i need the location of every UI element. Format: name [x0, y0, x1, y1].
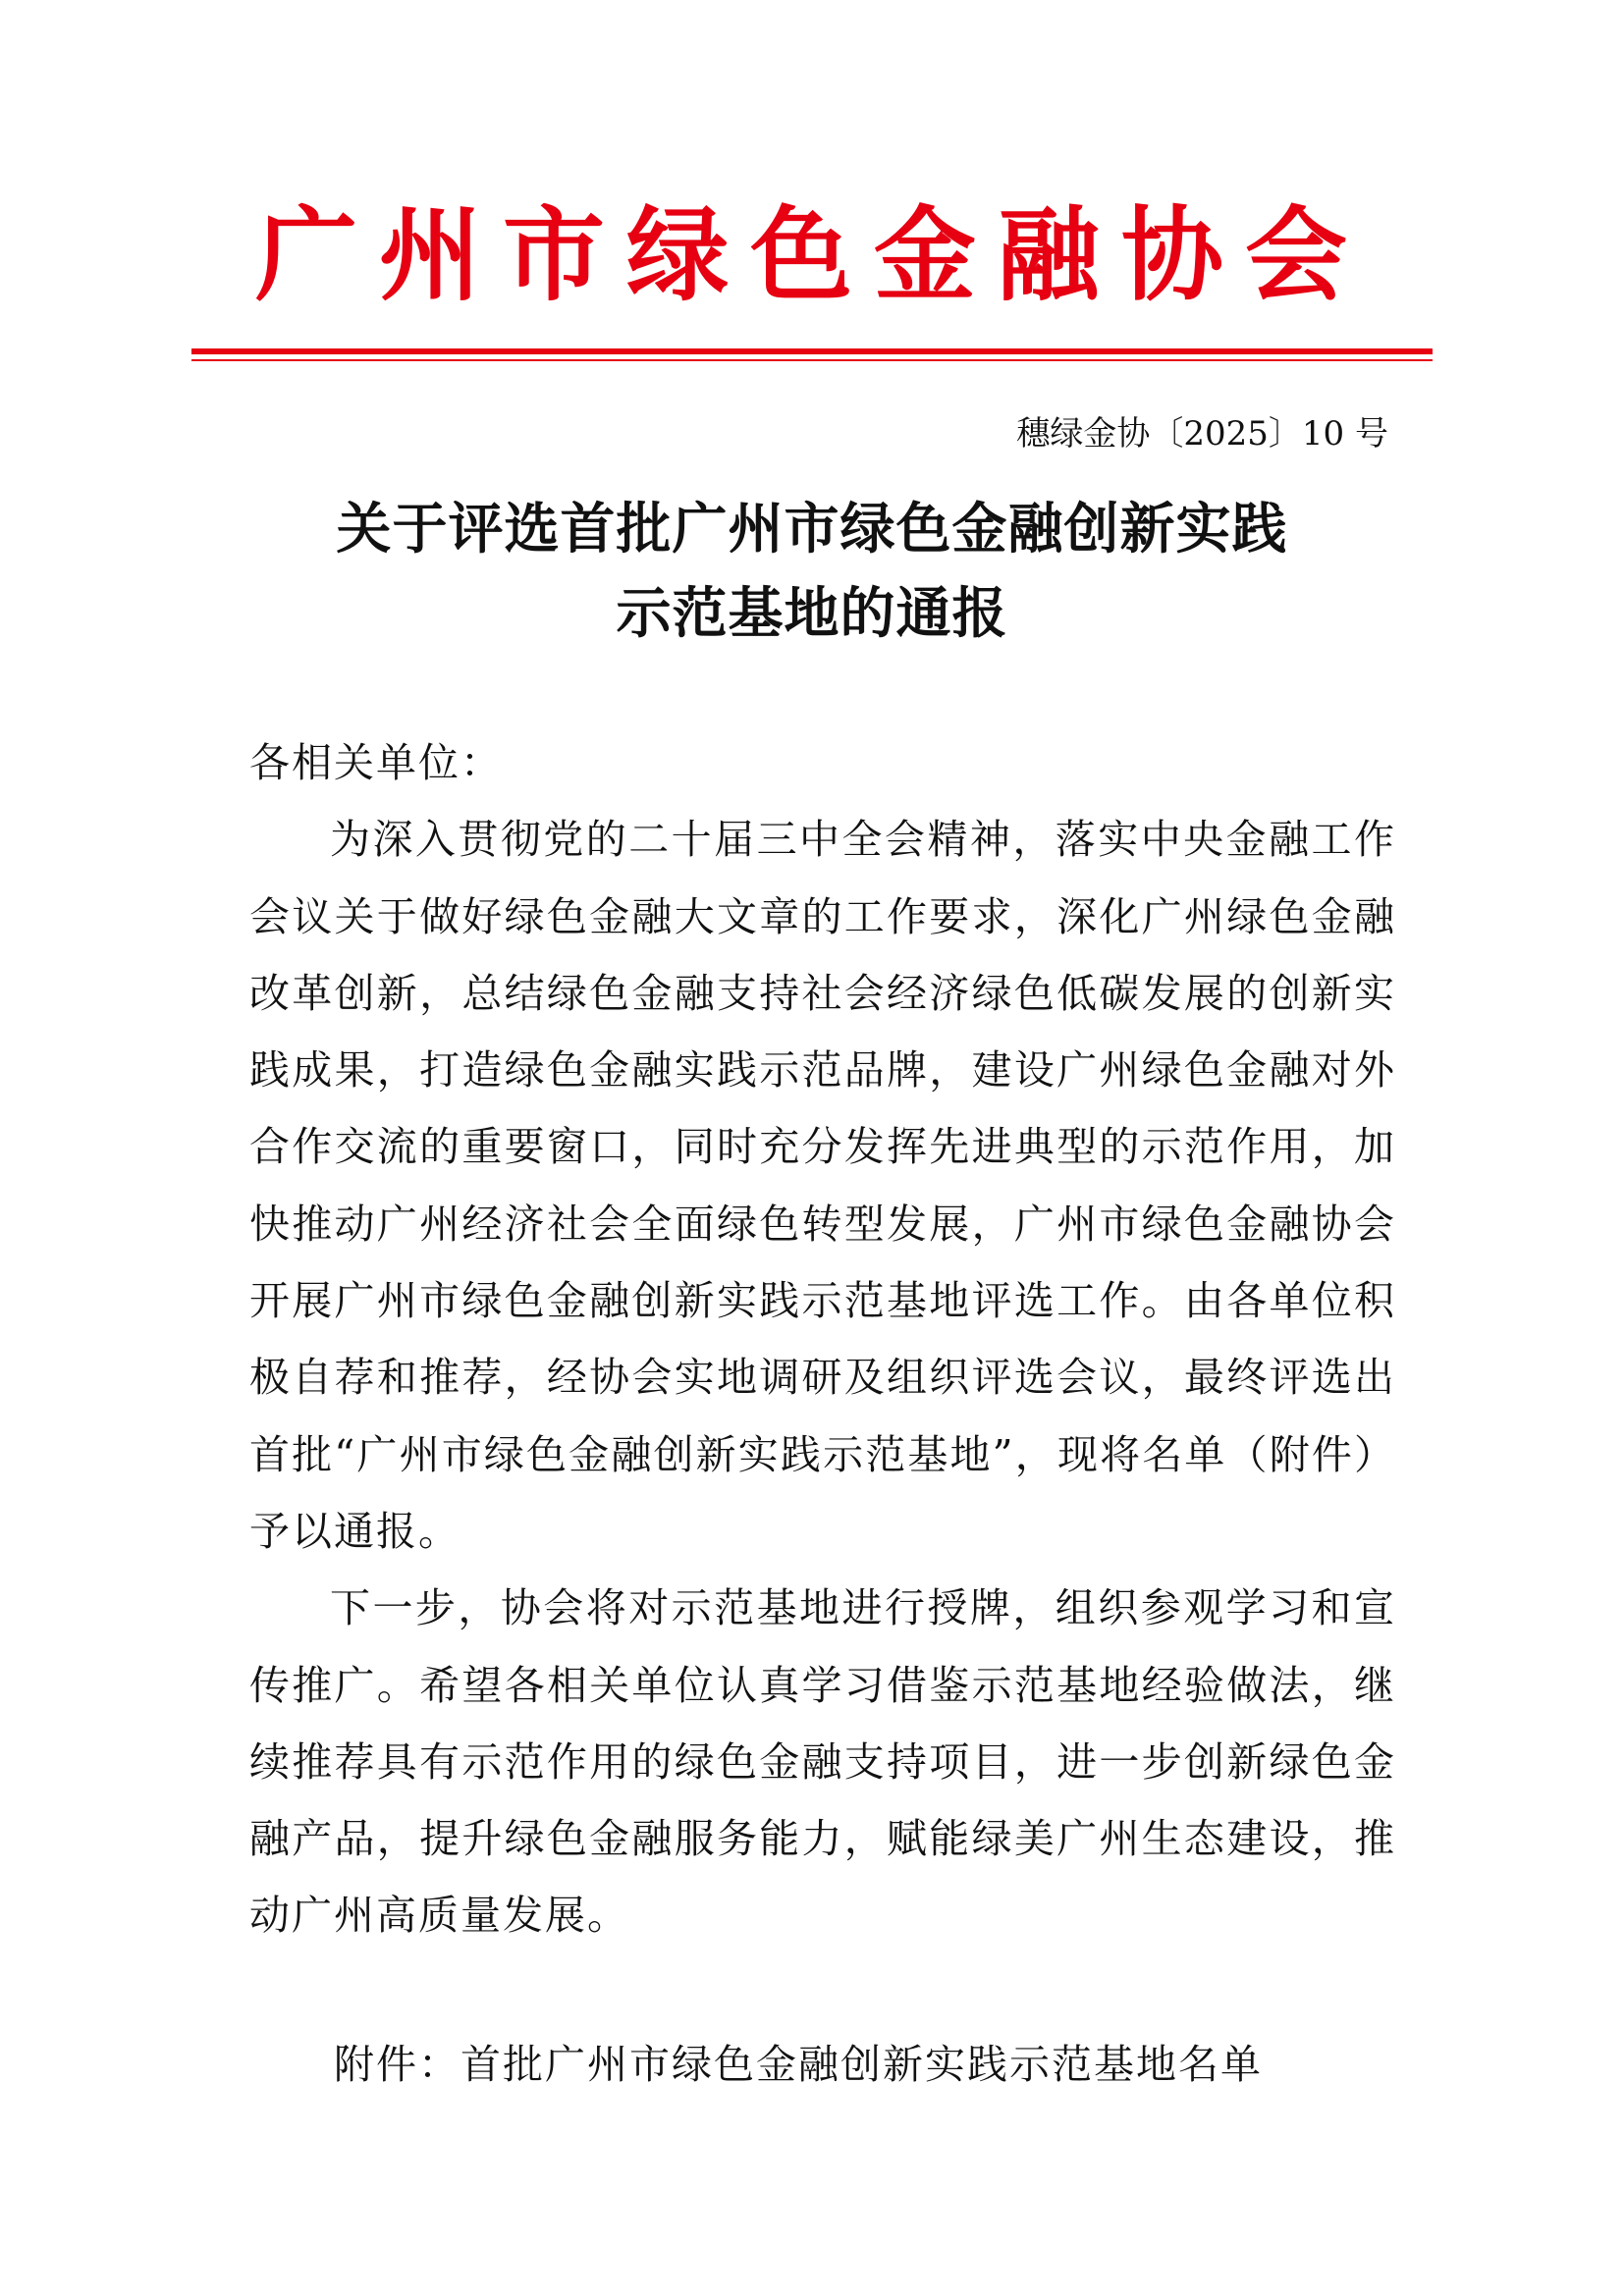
document-title-line-1: 关于评选首批广州市绿色金融创新实践 [336, 497, 1288, 561]
body-paragraph-2: 下一步，协会将对示范基地进行授牌，组织参观学习和宣传推广。希望各相关单位认真学习借鉴示范基地经验做法，继续推荐具有示范作用的绿色金融支持项目，进一步创新绿色金融产品，提升绿色金融服务能力，赋能绿美广州生态建设，推动广州高质量发展。 [249, 1584, 1396, 1940]
attachment-note: 附件：首批广州市绿色金融创新实践示范基地名单 [334, 2041, 1263, 2088]
document-title [191, 487, 1433, 656]
body-paragraph-1: 为深入贯彻党的二十届三中全会精神，落实中央金融工作会议关于做好绿色金融大文章的工作要求，深化广州绿色金融改革创新，总结绿色金融支持社会经济绿色低碳发展的创新实践成果，打造绿色金融实践示范品牌，建设广州绿色金融对外合作交流的重要窗口，同时充分发挥先进典型的示范作用，加快推动广州经济社会全面绿色转型发展，广州市绿色金融协会开展广州市绿色金融创新实践示范基地评选工作。由各单位积极自荐和推荐，经协会实地调研及组织评选会议，最终评选出首批“广州市绿色金融创新实践示范基地”，现将名单（附件）予以通报。 [249, 816, 1396, 1555]
document-body [249, 724, 1396, 1954]
header-red-rule-thick [191, 348, 1433, 354]
document-title-line-2: 示范基地的通报 [616, 581, 1008, 646]
organization-name-header: 广州市绿色金融协会 [254, 195, 1369, 315]
header-red-rule-thin [191, 359, 1433, 361]
document-number: 穗绿金协〔2025〕10 号 [1016, 414, 1388, 454]
salutation: 各相关单位： [249, 739, 503, 786]
